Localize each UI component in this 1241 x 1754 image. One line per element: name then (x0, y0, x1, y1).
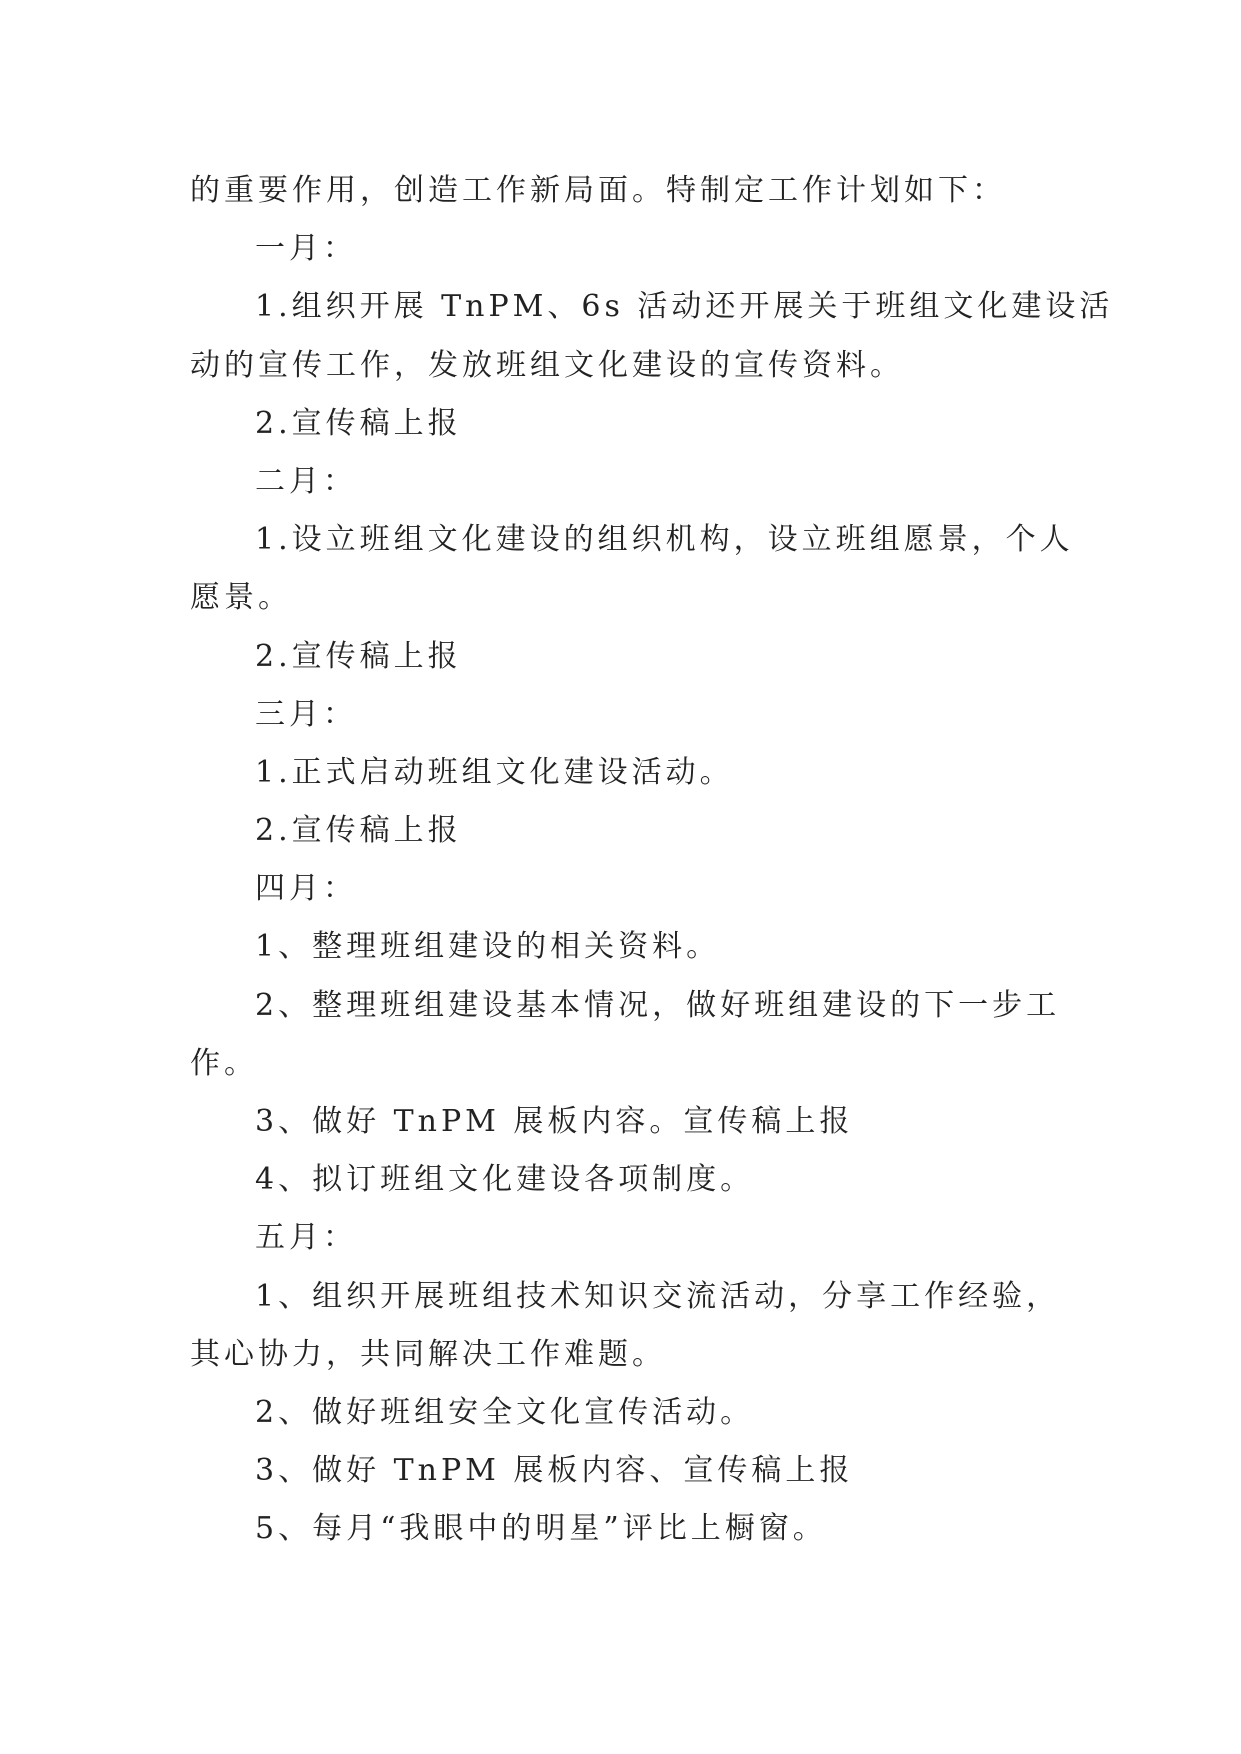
paragraph-line: 1、整理班组建设的相关资料。 (255, 929, 721, 965)
paragraph-line: 愿景。 (190, 580, 292, 616)
paragraph-line: 4、拟订班组文化建设各项制度。 (255, 1162, 755, 1198)
paragraph-line: 5、每月“我眼中的明星”评比上橱窗。 (255, 1511, 827, 1547)
month-heading: 二月： (255, 463, 357, 499)
paragraph-line: 3、做好 TnPM 展板内容、宣传稿上报 (255, 1453, 854, 1489)
paragraph-line: 作。 (190, 1045, 258, 1081)
document-body (190, 162, 1114, 1559)
paragraph-line: 2.宣传稿上报 (255, 405, 462, 441)
paragraph-line: 1.组织开展 TnPM、6s 活动还开展关于班组文化建设活 (255, 289, 1114, 325)
paragraph-line: 3、做好 TnPM 展板内容。宣传稿上报 (255, 1104, 854, 1139)
month-heading: 三月： (255, 696, 357, 732)
paragraph-line: 其心协力，共同解决工作难题。 (190, 1336, 666, 1372)
paragraph-line: 1.正式启动班组文化建设活动。 (255, 754, 734, 790)
paragraph-line: 的重要作用，创造工作新局面。特制定工作计划如下： (190, 173, 1006, 208)
paragraph-line: 2、做好班组安全文化宣传活动。 (255, 1394, 755, 1430)
month-heading: 四月： (255, 871, 357, 907)
paragraph-line: 动的宣传工作，发放班组文化建设的宣传资料。 (190, 347, 904, 383)
paragraph-line: 1.设立班组文化建设的组织机构，设立班组愿景，个人 (255, 522, 1074, 558)
paragraph-line: 1、组织开展班组技术知识交流活动，分享工作经验， (255, 1278, 1061, 1314)
paragraph-line: 2、整理班组建设基本情况，做好班组建设的下一步工 (255, 987, 1061, 1023)
month-heading: 五月： (255, 1220, 357, 1256)
paragraph-line: 2.宣传稿上报 (255, 813, 462, 849)
paragraph-line: 2.宣传稿上报 (255, 638, 462, 674)
month-heading: 一月： (255, 231, 357, 267)
